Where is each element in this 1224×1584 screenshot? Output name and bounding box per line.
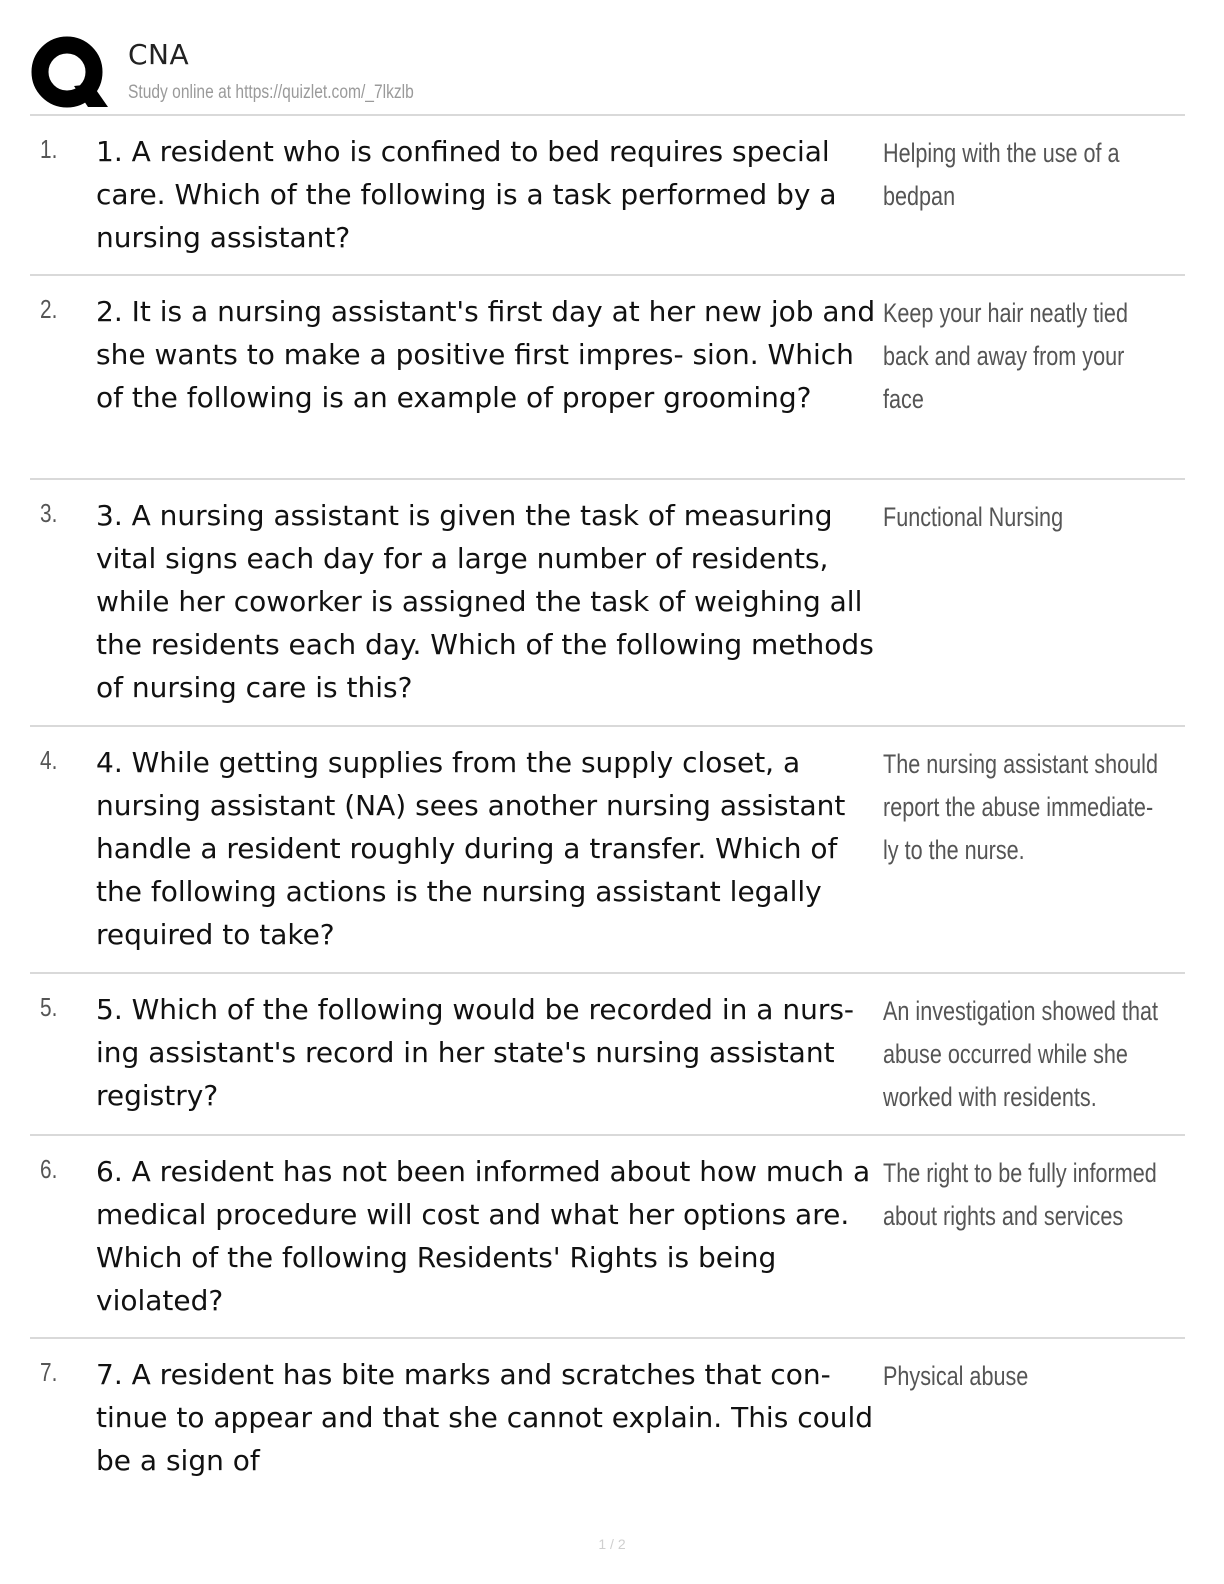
card-term: 4. While getting supplies from the supply closet, a nursing assistant (NA) sees another nursing assistant handle a resident roughly during a transfer. Which of the following actions is the nursing assistant legally required to take? bbox=[96, 746, 846, 951]
card-term: 2. It is a nursing assistant's first day at her new job and she wants to make a positive first impres- sion. Which of the following is an example of proper grooming? bbox=[96, 295, 876, 414]
set-title: CNA bbox=[128, 38, 190, 71]
card-number: 4. bbox=[40, 745, 58, 775]
card-number: 7. bbox=[40, 1357, 58, 1387]
card-definition: Keep your hair neatly tied back and away from your face bbox=[883, 298, 1128, 414]
card-number: 6. bbox=[40, 1154, 58, 1184]
quizlet-logo-icon bbox=[30, 34, 110, 114]
study-online-link[interactable]: Study online at https://quizlet.com/_7lkzlb bbox=[128, 82, 414, 103]
card-definition: Physical abuse bbox=[883, 1361, 1029, 1391]
page-number: 1 / 2 bbox=[598, 1536, 626, 1552]
card-row bbox=[30, 1339, 1185, 1499]
card-term: 1. A resident who is confined to bed requires special care. Which of the following is a task performed by a nursing assistant? bbox=[96, 135, 837, 254]
card-term: 6. A resident has not been informed about how much a medical procedure will cost and what her options are. Which of the following Residents' Rights is being violated? bbox=[96, 1155, 871, 1317]
card-definition: The right to be fully informed about rights and services bbox=[883, 1158, 1157, 1231]
page-header bbox=[30, 30, 1185, 116]
card-term: 5. Which of the following would be recorded in a nurs- ing assistant's record in her state's nursing assistant registry? bbox=[96, 993, 855, 1112]
card-row bbox=[30, 727, 1185, 974]
card-term: 3. A nursing assistant is given the task of measuring vital signs each day for a large number of residents, while her coworker is assigned the task of weighing all the residents each day. Which of the following methods of nursing care is this? bbox=[96, 499, 874, 704]
card-row bbox=[30, 480, 1185, 727]
card-row bbox=[30, 974, 1185, 1136]
card-term: 7. A resident has bite marks and scratches that con- tinue to appear and that she cannot explain. This could be a sign of bbox=[96, 1358, 874, 1477]
card-number: 5. bbox=[40, 992, 58, 1022]
card-row bbox=[30, 1136, 1185, 1339]
card-number: 2. bbox=[40, 294, 58, 324]
card-number: 3. bbox=[40, 498, 58, 528]
card-row bbox=[30, 116, 1185, 276]
card-definition: Helping with the use of a bedpan bbox=[883, 138, 1120, 211]
card-definition: The nursing assistant should report the abuse immediate- ly to the nurse. bbox=[883, 749, 1158, 865]
card-list bbox=[30, 116, 1185, 1499]
card-definition: Functional Nursing bbox=[883, 502, 1064, 532]
card-number: 1. bbox=[40, 134, 58, 164]
card-row bbox=[30, 276, 1185, 480]
card-definition: An investigation showed that abuse occurred while she worked with residents. bbox=[883, 996, 1158, 1112]
